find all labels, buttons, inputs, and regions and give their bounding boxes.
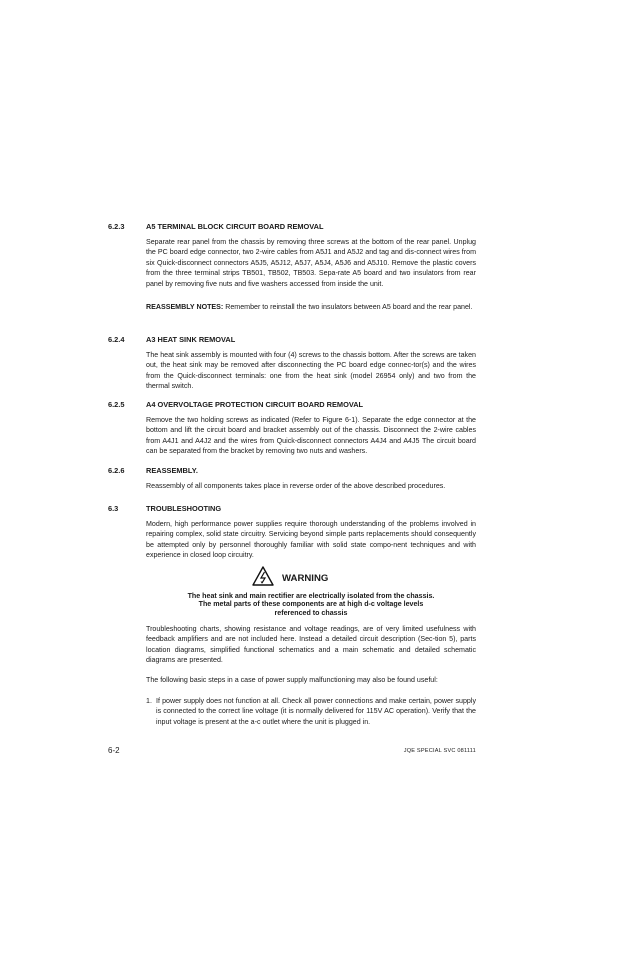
section-paragraph: Modern, high performance power supplies require thorough understanding of the problems involved in repairing complex, solid state circuitry. Servicing beyond simple parts replacements should consequently be attempted only by personnel thoroughly familiar with solid state compo-nent techniques and with experience in closed loop circuitry. <box>146 520 476 560</box>
list-item-text: If power supply does not function at all. Check all power connections and make certain, power supply is connected to the correct line voltage (it is normally delivered for 115V AC operation). Verify that the input voltage is present at the a-c outlet where the unit is plugged in. <box>156 697 476 726</box>
section-number: 6.2.3 <box>108 222 125 231</box>
section-number: 6.3 <box>108 504 119 513</box>
page-number: 6-2 <box>108 746 120 755</box>
section-paragraph: Separate rear panel from the chassis by removing three screws at the bottom of the rear panel. Unplug the PC board edge connector, two 2-wire cables from A5J1 and A5J2 and tag and dis-connect wires from six Quick-disconnect connectors A5J5, A5J12, A5J7, A5J4, A5J6 and A5J10. Remove the plastic covers from the three terminal strips TB501, TB502, TB503. Sepa-rate A5 board and two insulators from rear panel by removing five nuts and five washers accessed from inside the unit. <box>146 238 476 288</box>
list-item-number: 1. <box>146 697 152 705</box>
reassembly-notes-label: REASSEMBLY NOTES: <box>146 303 224 311</box>
warning-line: The heat sink and main rectifier are electrically isolated from the chassis. <box>187 592 435 600</box>
high-voltage-warning-icon <box>252 566 274 591</box>
reassembly-notes-text: Remember to reinstall the two insulators between A5 board and the rear panel. <box>223 303 473 311</box>
section-number: 6.2.5 <box>108 400 125 409</box>
section-paragraph: The heat sink assembly is mounted with four (4) screws to the chassis bottom. After the screws are taken out, the heat sink may be removed after disconnecting the PC board edge connec-tor(s) and the wires from the Quick-disconnect terminals: one from the heat sink (model 26954 only) and two from the thermal switch. <box>146 351 476 391</box>
warning-text <box>146 592 476 617</box>
section-title: A4 OVERVOLTAGE PROTECTION CIRCUIT BOARD REMOVAL <box>146 400 364 409</box>
warning-line: referenced to chassis <box>274 608 348 617</box>
section-paragraph: Remove the two holding screws as indicated (Refer to Figure 6-1). Separate the edge connector at the bottom and lift the circuit board and bracket assembly out of the chassis. Disconnect the 2-wire cables from A4J1 and A4J2 and the wires from Quick-disconnect connectors A4J4 and A4J5 The circuit board can be separated from the bracket by removing two nuts and washers. <box>146 416 476 456</box>
reassembly-notes <box>146 302 476 312</box>
warning-label: WARNING <box>282 573 329 584</box>
warning-line: The metal parts of these components are at high d-c voltage levels <box>198 600 424 609</box>
section-title: A5 TERMINAL BLOCK CIRCUIT BOARD REMOVAL <box>146 222 324 231</box>
section-paragraph: Reassembly of all components takes place in reverse order of the above described procedures. <box>146 482 446 490</box>
section-number: 6.2.6 <box>108 466 125 475</box>
section-paragraph: The following basic steps in a case of power supply malfunctioning may also be found useful: <box>146 676 438 684</box>
section-title: A3 HEAT SINK REMOVAL <box>146 335 236 344</box>
section-paragraph: Troubleshooting charts, showing resistance and voltage readings, are of very limited usefulness with feedback amplifiers and are not included here. Instead a detailed circuit description (Sec-tion 5), parts location diagrams, simplified functional schematics and a main schematic and detailed schematic diagrams are presented. <box>146 625 476 665</box>
section-title: REASSEMBLY. <box>146 466 198 475</box>
section-title: TROUBLESHOOTING <box>146 504 222 513</box>
warning-header <box>252 566 328 591</box>
document-id: JQE SPECIAL SVC 081111 <box>403 748 476 754</box>
section-number: 6.2.4 <box>108 335 125 344</box>
